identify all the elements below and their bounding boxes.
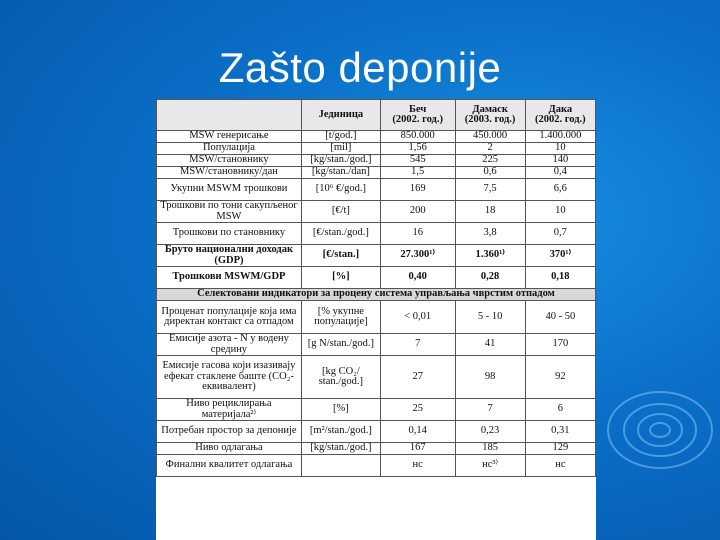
table-cell: [m²/stan./god.]: [301, 421, 380, 443]
table-cell: [%]: [301, 267, 380, 289]
table-cell: 1.360¹⁾: [455, 245, 525, 267]
table-cell: [€/stan./god.]: [301, 223, 380, 245]
table-row: [157, 334, 596, 356]
data-table-image: [156, 99, 596, 540]
table-row: [157, 155, 596, 167]
row-label: Укупни MSWM трошкови: [157, 179, 302, 201]
table-cell: 1,5: [380, 167, 455, 179]
table-cell: [kg/stan./dan]: [301, 167, 380, 179]
table-cell: 167: [380, 443, 455, 455]
row-label: MSW/становнику: [157, 155, 302, 167]
table-cell: 0,28: [455, 267, 525, 289]
table-cell: [% укупне популације]: [301, 301, 380, 334]
table-cell: 0,18: [525, 267, 595, 289]
row-label: Бруто национални доходак (GDP): [157, 245, 302, 267]
row-label: Емисије гасова који изазивају ефекат стаклене баште (CO₂-еквивалент): [157, 356, 302, 399]
table-cell: 185: [455, 443, 525, 455]
table-cell: [mil]: [301, 143, 380, 155]
table-row: [157, 201, 596, 223]
row-label: Финални квалитет одлагања: [157, 455, 302, 477]
table-cell: 41: [455, 334, 525, 356]
table-cell: 0,7: [525, 223, 595, 245]
table-cell: 7: [380, 334, 455, 356]
table-cell: 169: [380, 179, 455, 201]
table-row: [157, 421, 596, 443]
table-cell: 1,56: [380, 143, 455, 155]
table-cell: 850.000: [380, 131, 455, 143]
row-label: MSW генерисање: [157, 131, 302, 143]
table-cell: 0,23: [455, 421, 525, 443]
table-cell: 25: [380, 399, 455, 421]
column-header: Дака (2002. год.): [525, 100, 595, 131]
column-header: Беч (2002. год.): [380, 100, 455, 131]
table-cell: [€/stan.]: [301, 245, 380, 267]
table-cell: 16: [380, 223, 455, 245]
table-cell: 545: [380, 155, 455, 167]
table-row: [157, 301, 596, 334]
row-label: Трошкови по тони сакупљеног MSW: [157, 201, 302, 223]
table-row: [157, 267, 596, 289]
table-cell: 98: [455, 356, 525, 399]
column-header: [157, 100, 302, 131]
table-row: [157, 167, 596, 179]
table-cell: 27.300¹⁾: [380, 245, 455, 267]
table-row: [157, 131, 596, 143]
row-label: Популација: [157, 143, 302, 155]
table-body: [157, 131, 596, 477]
table-cell: [t/god.]: [301, 131, 380, 143]
table-cell: 225: [455, 155, 525, 167]
row-label: Ниво рециклирања материјала²⁾: [157, 399, 302, 421]
table-header-row: [157, 100, 596, 131]
table-cell: 40 - 50: [525, 301, 595, 334]
table-row: [157, 143, 596, 155]
table-cell: [g N/stan./god.]: [301, 334, 380, 356]
table-cell: 18: [455, 201, 525, 223]
row-label: Потребан простор за депоније: [157, 421, 302, 443]
table-cell: 129: [525, 443, 595, 455]
table-row: [157, 356, 596, 399]
table-cell: [kg CO₂/ stan./god.]: [301, 356, 380, 399]
table-cell: нс: [380, 455, 455, 477]
table-row: [157, 455, 596, 477]
section-header-row: [157, 289, 596, 301]
column-header: Јединица: [301, 100, 380, 131]
table-row: [157, 223, 596, 245]
column-header: Дамаск (2003. год.): [455, 100, 525, 131]
table-cell: 0,4: [525, 167, 595, 179]
row-label: Трошкови по становнику: [157, 223, 302, 245]
table-cell: [10⁶ €/god.]: [301, 179, 380, 201]
table-cell: 450.000: [455, 131, 525, 143]
table-row: [157, 179, 596, 201]
table-row: [157, 443, 596, 455]
table-cell: 370¹⁾: [525, 245, 595, 267]
table-cell: 27: [380, 356, 455, 399]
table-cell: 2: [455, 143, 525, 155]
table-cell: 0,31: [525, 421, 595, 443]
table-cell: 7,5: [455, 179, 525, 201]
row-label: Трошкови MSWM/GDP: [157, 267, 302, 289]
table-cell: нс³⁾: [455, 455, 525, 477]
table-cell: 0,40: [380, 267, 455, 289]
table-cell: 6: [525, 399, 595, 421]
table-cell: 7: [455, 399, 525, 421]
table-cell: 140: [525, 155, 595, 167]
table-cell: 10: [525, 201, 595, 223]
table-cell: [€/t]: [301, 201, 380, 223]
row-label: Ниво одлагања: [157, 443, 302, 455]
table-cell: [kg/stan./god.]: [301, 155, 380, 167]
slide-title: Zašto deponije: [218, 44, 502, 91]
row-label: MSW/становнику/дан: [157, 167, 302, 179]
table-row: [157, 245, 596, 267]
indicators-table: [156, 99, 596, 477]
row-label: Емисије азота - N у водену средину: [157, 334, 302, 356]
table-cell: [%]: [301, 399, 380, 421]
row-label: Проценат популације која има директан контакт са отпадом: [157, 301, 302, 334]
water-ripple-decoration: [590, 360, 720, 500]
table-cell: [kg/stan./god.]: [301, 443, 380, 455]
table-cell: 92: [525, 356, 595, 399]
table-cell: 200: [380, 201, 455, 223]
section-label: Селектовани индикатори за процену система управљања чврстим отпадом: [157, 289, 596, 301]
table-cell: 0,6: [455, 167, 525, 179]
table-cell: 10: [525, 143, 595, 155]
table-cell: [301, 455, 380, 477]
table-cell: 0,14: [380, 421, 455, 443]
table-cell: нс: [525, 455, 595, 477]
table-cell: 5 - 10: [455, 301, 525, 334]
table-cell: < 0,01: [380, 301, 455, 334]
table-cell: 1.400.000: [525, 131, 595, 143]
table-row: [157, 399, 596, 421]
table-cell: 3,8: [455, 223, 525, 245]
table-cell: 6,6: [525, 179, 595, 201]
table-cell: 170: [525, 334, 595, 356]
